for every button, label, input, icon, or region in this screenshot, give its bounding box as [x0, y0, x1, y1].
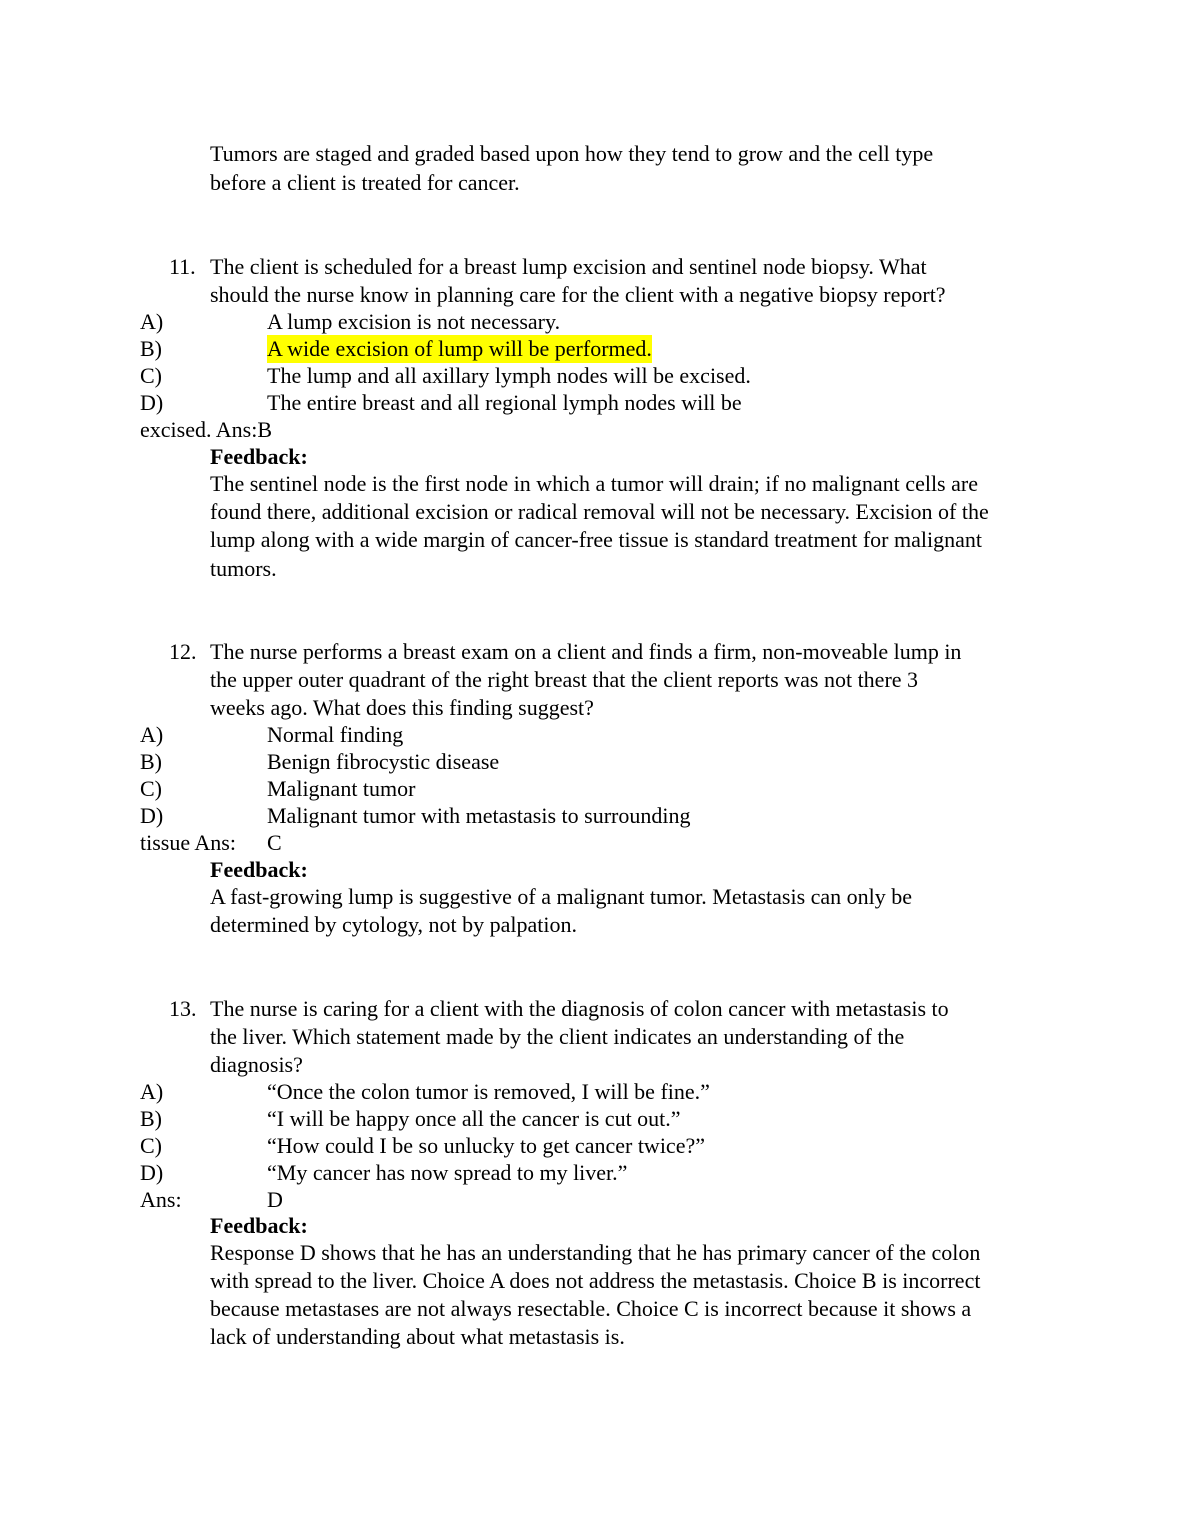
- question-stem: weeks ago. What does this finding suggest?: [210, 695, 594, 720]
- option-text: Normal finding: [267, 722, 404, 747]
- intro-line: before a client is treated for cancer.: [210, 170, 520, 195]
- option-letter: D): [140, 1160, 164, 1185]
- option-letter: A): [140, 1079, 164, 1104]
- answer-line: excised. Ans:B: [140, 417, 272, 442]
- question-stem: The nurse performs a breast exam on a client and finds a firm, non-moveable lump in: [210, 639, 962, 664]
- answer-prefix: Ans:: [140, 1187, 182, 1212]
- option-text: Malignant tumor: [267, 776, 416, 801]
- question-stem: the liver. Which statement made by the client indicates an understanding of the: [210, 1024, 905, 1049]
- option-letter: D): [140, 803, 164, 828]
- question-number: 13.: [169, 996, 197, 1021]
- option-letter: A): [140, 722, 164, 747]
- question-number: 12.: [169, 639, 197, 664]
- feedback-line: because metastases are not always resectable. Choice C is incorrect because it shows a: [210, 1296, 972, 1321]
- option-letter: C): [140, 776, 162, 801]
- option-letter: B): [140, 749, 162, 774]
- feedback-line: tumors.: [210, 556, 277, 581]
- option-text: A lump excision is not necessary.: [267, 309, 561, 334]
- feedback-line: lack of understanding about what metastasis is.: [210, 1324, 625, 1349]
- feedback-label: Feedback:: [210, 444, 308, 469]
- option-text: Benign fibrocystic disease: [267, 749, 500, 774]
- answer-value: D: [267, 1187, 283, 1212]
- feedback-line: determined by cytology, not by palpation.: [210, 912, 577, 937]
- feedback-line: A fast-growing lump is suggestive of a malignant tumor. Metastasis can only be: [210, 884, 913, 909]
- feedback-label: Feedback:: [210, 857, 308, 882]
- option-letter: B): [140, 336, 162, 361]
- feedback-line: Response D shows that he has an understanding that he has primary cancer of the colon: [210, 1240, 981, 1265]
- option-text: “Once the colon tumor is removed, I will be fine.”: [267, 1079, 710, 1104]
- option-text: “My cancer has now spread to my liver.”: [267, 1160, 628, 1185]
- question-stem: The client is scheduled for a breast lump excision and sentinel node biopsy. What: [210, 254, 927, 279]
- option-letter: C): [140, 363, 162, 388]
- option-text: “How could I be so unlucky to get cancer twice?”: [267, 1133, 705, 1158]
- option-text: Malignant tumor with metastasis to surrounding: [267, 803, 691, 828]
- answer-value: C: [267, 830, 282, 855]
- option-letter: D): [140, 390, 164, 415]
- highlighted-answer-option: A wide excision of lump will be performed.: [267, 336, 652, 361]
- option-letter: B): [140, 1106, 162, 1131]
- answer-prefix: tissue Ans:: [140, 830, 236, 855]
- question-stem: The nurse is caring for a client with the diagnosis of colon cancer with metastasis to: [210, 996, 949, 1021]
- question-stem: the upper outer quadrant of the right breast that the client reports was not there 3: [210, 667, 919, 692]
- option-letter: A): [140, 309, 164, 334]
- option-letter: C): [140, 1133, 162, 1158]
- feedback-line: lump along with a wide margin of cancer-free tissue is standard treatment for malignant: [210, 527, 982, 552]
- option-text: The entire breast and all regional lymph nodes will be: [267, 390, 742, 415]
- option-text: The lump and all axillary lymph nodes will be excised.: [267, 363, 751, 388]
- question-number: 11.: [169, 254, 196, 279]
- feedback-line: with spread to the liver. Choice A does not address the metastasis. Choice B is incorrect: [210, 1268, 981, 1293]
- feedback-line: The sentinel node is the first node in which a tumor will drain; if no malignant cells are: [210, 471, 978, 496]
- feedback-label: Feedback:: [210, 1213, 308, 1238]
- option-text: “I will be happy once all the cancer is cut out.”: [267, 1106, 681, 1131]
- intro-line: Tumors are staged and graded based upon how they tend to grow and the cell type: [210, 141, 934, 166]
- question-stem: should the nurse know in planning care for the client with a negative biopsy report?: [210, 282, 946, 307]
- feedback-line: found there, additional excision or radical removal will not be necessary. Excision of the: [210, 499, 989, 524]
- question-stem: diagnosis?: [210, 1052, 303, 1077]
